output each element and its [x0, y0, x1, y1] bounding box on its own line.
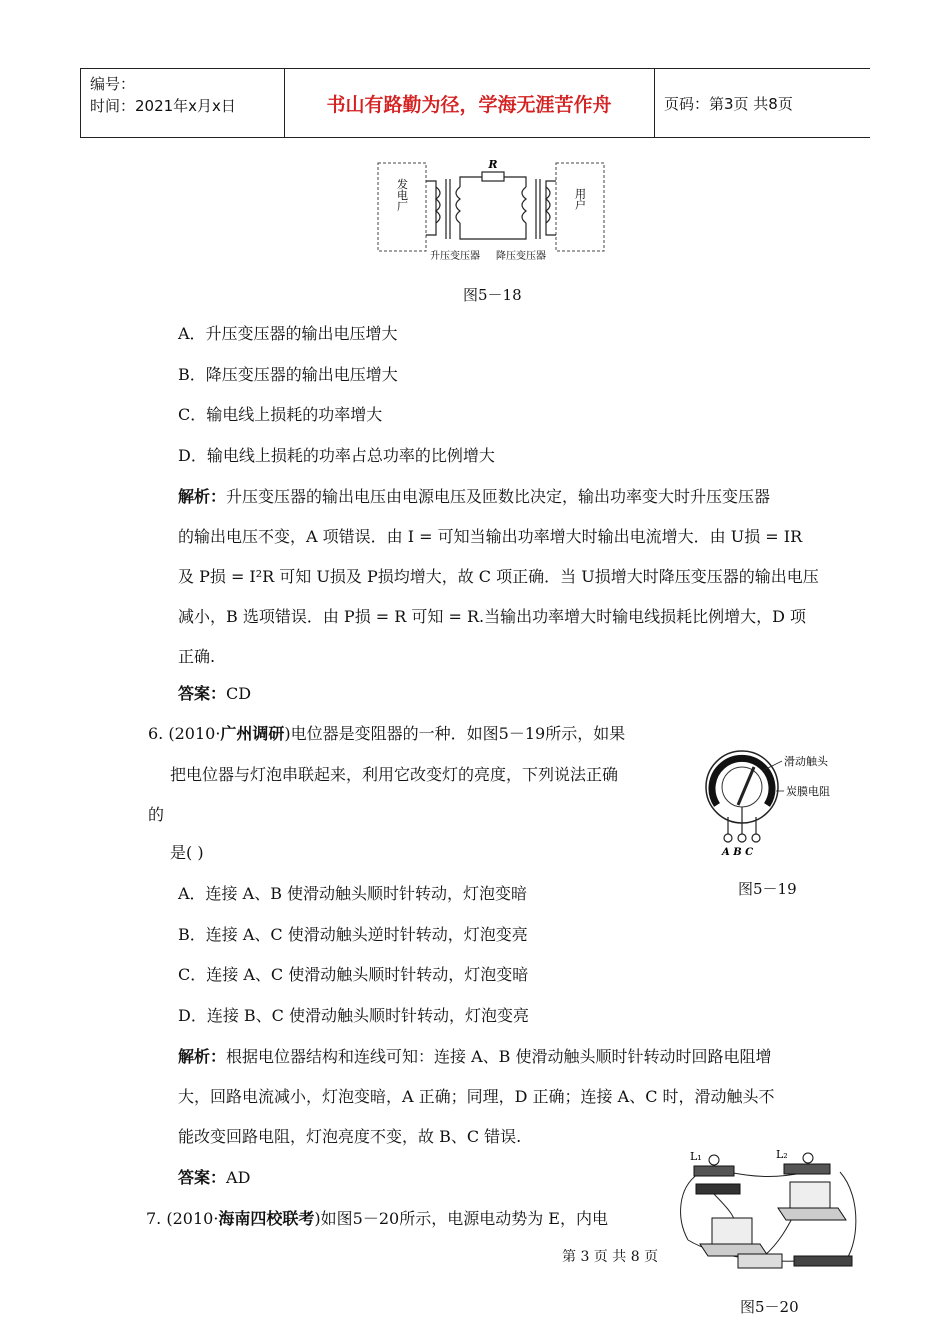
- slider-label: 滑动触头: [784, 755, 828, 768]
- page-header: [80, 68, 870, 138]
- header-meta: [90, 73, 236, 117]
- lamp-l2-icon: [803, 1153, 813, 1163]
- user-label: 用户: [573, 188, 587, 210]
- q5-answer-label: 答案：: [178, 684, 227, 703]
- generator-label: 发电厂: [395, 178, 409, 212]
- q6-analysis-label: 解析：: [178, 1047, 227, 1066]
- film-label: 炭膜电阻: [786, 785, 830, 798]
- q6-analysis-line-2: 大，回路电流减小，灯泡变暗，A 正确；同理，D 正确；连接 A、C 时，滑动触头不: [178, 1087, 775, 1106]
- lamp-l1-icon: [709, 1155, 719, 1165]
- figure-5-20-circuit: [668, 1148, 868, 1276]
- q6-analysis-line-1: 解析：根据电位器结构和连线可知：连接 A、B 使滑动触头顺时针转动时回路电阻增: [178, 1047, 772, 1066]
- q5-option-c: C．输电线上损耗的功率增大: [178, 405, 383, 424]
- rheostat: [696, 1184, 740, 1194]
- q6-source: 广州调研: [220, 724, 285, 743]
- header-border-left: [80, 69, 81, 137]
- figure-5-20-caption: 图5－20: [740, 1298, 799, 1316]
- q6-answer: 答案：AD: [178, 1168, 251, 1187]
- q5-analysis-line-2: 的输出电压不变，A 项错误．由 I = 可知当输出功率增大时输出电流增大．由 U损 = IR: [178, 527, 803, 546]
- figure-5-18-caption: 图5－18: [463, 286, 522, 304]
- q5-analysis-line-4: 减小，B 选项错误．由 P损 = R 可知 = R.当输出功率增大时输电线损耗比例增大，D 项: [178, 607, 807, 626]
- q6-stem-line-1: 6. (2010·广州调研)电位器是变阻器的一种．如图5－19所示，如果: [148, 724, 626, 743]
- figure-5-19-potentiometer: [700, 745, 840, 860]
- q6-option-c: C．连接 A、C 使滑动触头顺时针转动，灯泡变暗: [178, 965, 529, 984]
- header-motto: 书山有路勤为径，学海无涯苦作舟: [326, 93, 612, 116]
- lamp-l1-label: L₁: [690, 1150, 702, 1163]
- q6-stem-line-2: 把电位器与灯泡串联起来，利用它改变灯的亮度，下列说法正确: [170, 765, 619, 784]
- q5-option-b: B．降压变压器的输出电压增大: [178, 365, 398, 384]
- resistor-label: R: [488, 158, 498, 171]
- q6-stem-line-4: 是( ): [170, 843, 204, 862]
- q5-option-d: D．输电线上损耗的功率占总功率的比例增大: [178, 446, 495, 465]
- q6-stem-line-3: 的: [148, 805, 165, 824]
- step-down-label: 降压变压器: [496, 251, 546, 262]
- lamp-l2-base: [784, 1164, 830, 1174]
- header-page-info: 页码：第3页 共8页: [664, 94, 793, 113]
- step-up-label: 升压变压器: [430, 251, 480, 262]
- inner-ring: [722, 767, 762, 807]
- header-time: 时间：2021年x月x日: [90, 97, 236, 115]
- voltmeter-base: [778, 1208, 846, 1220]
- resistor-r: [482, 172, 504, 181]
- terminal-labels: A B C: [722, 847, 754, 858]
- figure-5-19-caption: 图5－19: [738, 880, 797, 898]
- lamp-l1-base: [694, 1166, 734, 1176]
- q6-option-d: D．连接 B、C 使滑动触头顺时针转动，灯泡变亮: [178, 1006, 530, 1025]
- header-code: 编号：: [90, 75, 136, 93]
- slider-contact: [738, 767, 754, 805]
- circuit-wires: [426, 172, 556, 239]
- q6-analysis-line-3: 能改变回路电阻，灯泡亮度不变，故 B、C 错误.: [178, 1127, 522, 1146]
- q5-analysis-line-5: 正确.: [178, 647, 216, 666]
- q6-answer-label: 答案：: [178, 1168, 227, 1187]
- q7-stem-line-1: 7. (2010·海南四校联考)如图5－20所示，电源电动势为 E，内电: [146, 1209, 608, 1228]
- page-footer: 第 3 页 共 8 页: [562, 1249, 659, 1265]
- q5-analysis-line-3: 及 P损 = I²R 可知 U损及 P损均增大，故 C 项正确．当 U损增大时降压变压器的输出电压: [178, 567, 819, 586]
- q5-analysis-label: 解析：: [178, 487, 227, 506]
- figure-5-18-transmission: [370, 155, 620, 265]
- switch: [738, 1254, 782, 1268]
- q6-option-a: A．连接 A、B 使滑动触头顺时针转动，灯泡变暗: [178, 884, 528, 903]
- q7-source: 海南四校联考: [218, 1209, 315, 1228]
- voltmeter: [790, 1182, 830, 1208]
- q5-option-a: A．升压变压器的输出电压增大: [178, 324, 398, 343]
- q5-analysis-line-1: 解析：升压变压器的输出电压由电源电压及匝数比决定，输出功率变大时升压变压器: [178, 487, 771, 506]
- header-divider-2: [654, 69, 655, 137]
- battery: [794, 1256, 852, 1266]
- terminals: [724, 807, 760, 842]
- q5-answer: 答案：CD: [178, 684, 252, 703]
- q6-option-b: B．连接 A、C 使滑动触头逆时针转动，灯泡变亮: [178, 925, 528, 944]
- lamp-l2-label: L₂: [776, 1148, 788, 1161]
- ammeter: [712, 1218, 752, 1244]
